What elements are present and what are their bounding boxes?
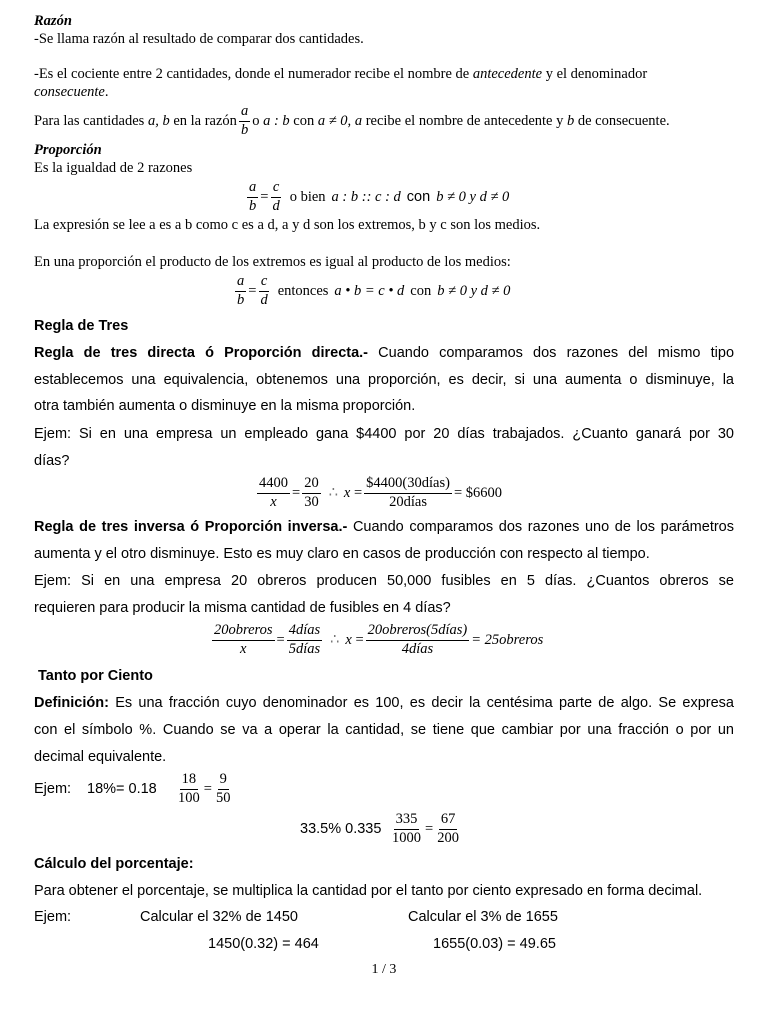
tanto-heading: Tanto por Ciento [38,668,153,684]
math-condition: b ≠ 0 y d ≠ 0 [437,282,511,299]
directa-line-1 [34,344,734,362]
calculo-right-answer: 1655(0.03) = 49.65 [433,936,556,952]
math-relation: a : b :: c : d [331,188,401,205]
text-fragment: entonces [277,282,329,299]
equation-result: = $6600 [453,484,502,501]
fraction-335-1000: $\frac{335}{1000}$ [392,811,421,846]
inversa-example-line-1: Ejem: Si en una empresa 20 obreros producen 50,000 fusibles en 5 días. ¿Cuantos obreros se [34,573,734,589]
equals-sign: = [248,282,257,299]
inversa-line-2: aumenta y el otro disminuye. Esto es muy claro en casos de producción con respecto al tiempo. [34,546,650,562]
text-fragment: con [293,113,315,129]
equals-sign: = [425,820,434,837]
text-fragment: con [406,189,431,205]
proporcion-equation [245,177,509,217]
fraction-c-d: $\frac{c}{d}$ [260,273,268,308]
math-var: b [566,113,575,129]
calculo-left-question: Calcular el 32% de 1450 [140,909,298,925]
text-fragment: de consecuente. [577,113,670,129]
therefore-symbol: ∴ [330,631,340,648]
term-antecedente: antecedente [472,66,543,82]
fraction-dias: $\frac{\text{4días}}{\text{5días}}$ [288,622,321,657]
fraction-20-30: $\frac{20}{30}$ [304,475,319,510]
equals-sign: = [355,631,364,648]
fraction-a-b: $\frac{a}{b}$ [237,273,245,308]
text-fragment: o bien [289,188,326,205]
directa-title: Regla de tres directa ó Proporción directa.- [34,345,369,361]
razon-definition-line: -Se llama razón al resultado de comparar dos cantidades. [34,31,364,47]
text-fragment: y el denominador [545,66,648,82]
inversa-equation [210,618,543,662]
text-fragment: -Es el cociente entre 2 cantidades, donde el numerador recibe el nombre de [34,66,470,82]
tanto-example-1-fraction [174,768,234,810]
math-var: a [354,113,363,129]
inversa-line-1 [34,518,734,536]
equation-result: = 25obreros [471,631,544,648]
inversa-title: Regla de tres inversa ó Proporción inversa.- [34,519,348,535]
fraction-c-d: $\frac{c}{d}$ [272,179,280,214]
math-ratio: a : b [263,113,290,129]
tanto-example-2-fraction [388,808,463,850]
directa-equation [255,472,502,514]
text-fragment: Cuando comparamos dos razones del mismo tipo [378,345,735,361]
text-fragment: Es una fracción cuyo denominador es 100, es decir la centésima parte de algo. Se expresa [115,695,734,711]
therefore-symbol: ∴ [328,484,338,501]
text-fragment: en la razón [173,113,237,129]
tanto-example-2-text: 33.5% 0.335 [300,821,382,837]
razon-heading: Razón [34,13,72,29]
page-number: 1 / 3 [371,962,397,977]
proporcion-lectura-line: La expresión se lee a es a b como c es a d, a y d son los extremos, b y c son los medios. [34,217,541,233]
text-fragment: Para las cantidades [34,113,145,129]
equals-sign: = [276,631,285,648]
fraction-67-200: $\frac{67}{200}$ [437,811,459,846]
razon-consecuente-line [34,83,734,101]
fraction-obreros-x: $\frac{\text{20obreros}}{x}$ [214,622,273,657]
fraction-9-50: $\frac{9}{50}$ [215,771,231,806]
calculo-example-label: Ejem: [34,909,72,925]
math-var: a, b [147,113,170,129]
tanto-example-label: Ejem: [34,781,72,797]
math-condition: a ≠ 0, [317,113,352,129]
math-condition: b ≠ 0 y d ≠ 0 [436,188,510,205]
equals-sign: = [292,484,301,501]
tanto-example-1-text: 18%= 0.18 [87,781,157,797]
directa-line-3: otra también aumenta o disminuye en la misma proporción. [34,398,416,414]
math-product: a • b = c • d [334,282,405,299]
proporcion-producto-line: En una proporción el producto de los extremos es igual al producto de los medios: [34,254,511,270]
equals-sign: = [260,188,269,205]
proporcion-heading: Proporción [34,142,102,158]
razon-cociente-line [34,65,734,83]
fraction-18-100: $\frac{18}{100}$ [178,771,200,806]
text-fragment: recibe el nombre de antecedente y [365,113,564,129]
fraction-a-b: $\frac{a}{b}$ [249,179,257,214]
tanto-definition-line-2: con el símbolo %. Cuando se va a operar la cantidad, se tiene que cambiar por una fracción o por un [34,722,734,738]
math-var: x [343,484,351,501]
directa-line-2: establecemos una equivalencia, obtenemos una proporción, es decir, si una aumenta o disminuye, la [34,372,734,388]
fraction-solution: $\frac{\text{20obreros(5días)}}{\text{4días}}$ [367,622,468,657]
razon-cantidades-line [34,103,734,139]
proporcion-definition-line: Es la igualdad de 2 razones [34,160,193,176]
text-fragment: o [252,113,260,129]
equals-sign: = [203,780,212,797]
directa-example-line-2: días? [34,453,70,469]
regla-heading: Regla de Tres [34,318,129,334]
fraction-4400-x: $\frac{4400}{x}$ [259,475,288,510]
text-fragment: con [410,282,432,299]
inversa-example-line-2: requieren para producir la misma cantidad de fusibles en 4 días? [34,600,451,616]
calculo-description: Para obtener el porcentaje, se multiplica la cantidad por el tanto por ciento expresado en forma decimal. [34,883,703,899]
text-fragment: Cuando comparamos dos razones uno de los parámetros [352,519,734,535]
tanto-definition-line-1 [34,694,734,712]
calculo-right-question: Calcular el 3% de 1655 [408,909,558,925]
definition-label: Definición: [34,695,109,711]
directa-example-line-1: Ejem: Si en una empresa un empleado gana $4400 por 20 días trabajados. ¿Cuanto ganará por 30 [34,426,734,442]
equals-sign: = [353,484,363,501]
tanto-definition-line-3: decimal equivalente. [34,749,167,765]
fraction-solution: $\frac{\text{\$4400(30días)}}{\text{20días}}$ [366,475,450,510]
calculo-heading: Cálculo del porcentaje: [34,856,194,872]
math-var: x [345,631,352,648]
ratio-fraction: $\frac{a}{b}$ [240,103,249,138]
producto-equation [233,271,510,311]
term-consecuente: consecuente [34,84,105,100]
calculo-left-answer: 1450(0.32) = 464 [208,936,319,952]
text-fragment: . [104,84,109,100]
